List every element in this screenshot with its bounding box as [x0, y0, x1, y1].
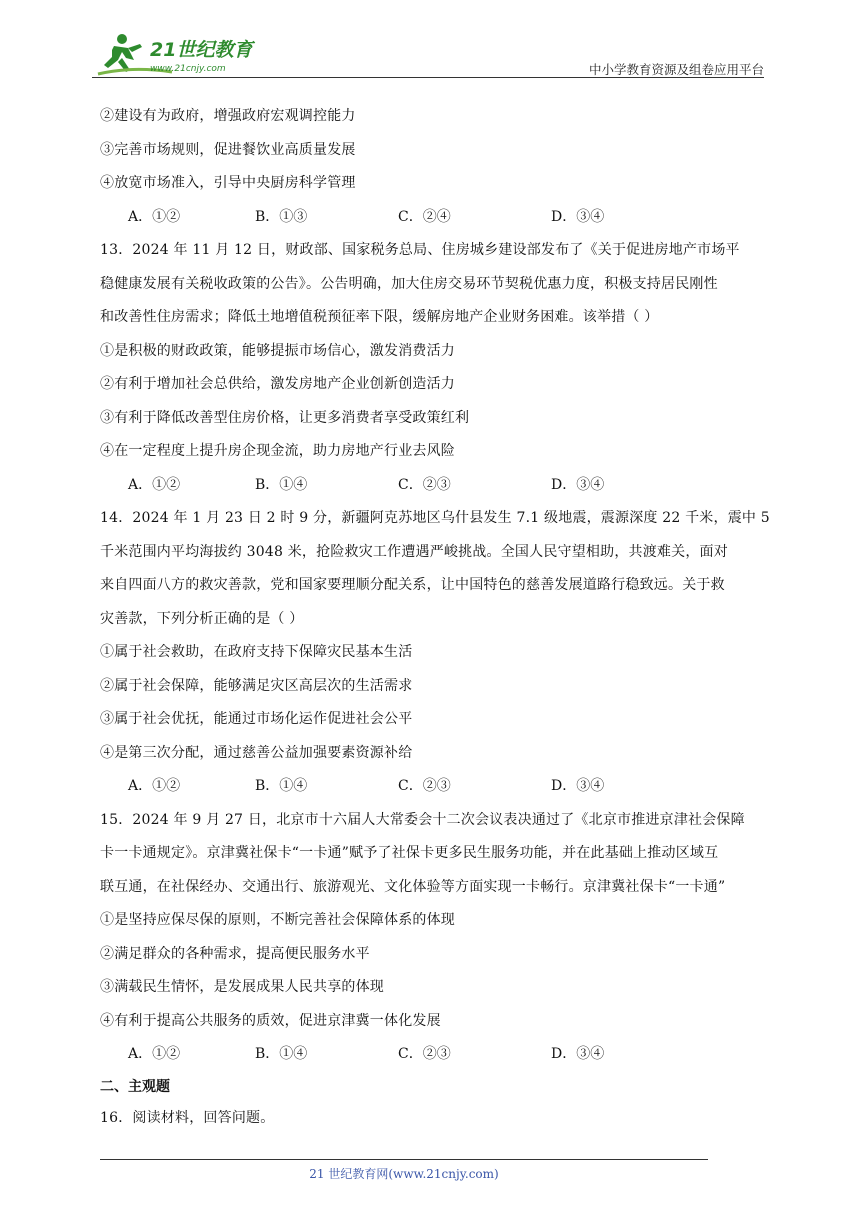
section-heading: 二、主观题: [100, 1078, 170, 1095]
q14-option-b: B．①④: [255, 778, 308, 794]
document-body: [100, 100, 768, 1135]
q13-item-2: ②有利于增加社会总供给，激发房地产企业创新创造活力: [100, 376, 455, 392]
q15-stem-line: 联互通，在社保经办、交通出行、旅游观光、文化体验等方面实现一卡畅行。京津冀社保卡“一卡通”: [100, 878, 726, 895]
q12-option-a: A．①②: [128, 208, 181, 225]
page-footer: 21 世纪教育网(www.21cnjy.com): [309, 1167, 499, 1181]
logo-21cnjy: [92, 30, 262, 78]
q15-item-1: ①是坚持应保尽保的原则，不断完善社会保障体系的体现: [100, 912, 455, 928]
q13-option-a: A．①②: [128, 476, 181, 493]
q15-item-2: ②满足群众的各种需求，提高便民服务水平: [100, 945, 370, 962]
q13-option-c: C．②③: [398, 476, 451, 493]
q15-option-b: B．①④: [255, 1046, 308, 1062]
q13-stem-line: 和改善性住房需求；降低土地增值税预征率下限，缓解房地产企业财务困难。该举措（ ）: [100, 309, 659, 325]
q15-option-c: C．②③: [398, 1046, 451, 1062]
q14-item-4: ④是第三次分配，通过慈善公益加强要素资源补给: [100, 744, 413, 761]
q15-options: [100, 1038, 768, 1072]
q15-option-d: D．③④: [551, 1046, 605, 1062]
q15-item-3: ③满载民生情怀，是发展成果人民共享的体现: [100, 979, 384, 995]
q14-option-a: A．①②: [128, 778, 181, 794]
q14-item-3: ③属于社会优抚，能通过市场化运作促进社会公平: [100, 711, 413, 727]
q16-stem: 16．阅读材料，回答问题。: [100, 1109, 275, 1126]
q14-option-c: C．②③: [398, 778, 451, 794]
q12-item-4: ④放宽市场准入，引导中央厨房科学管理: [100, 175, 356, 191]
q14-item-1: ①属于社会救助，在政府支持下保障灾民基本生活: [100, 644, 413, 660]
q12-option-c: C．②④: [398, 208, 451, 225]
page-header: [92, 30, 764, 80]
q12-item-3: ③完善市场规则，促进餐饮业高质量发展: [100, 141, 356, 158]
q12-options: [100, 201, 768, 235]
platform-name: 中小学教育资源及组卷应用平台: [588, 62, 764, 77]
header-divider: [92, 77, 764, 78]
q13-option-b: B．①④: [255, 476, 308, 493]
q15-stem-line: 卡一卡通规定》。京津冀社保卡“一卡通”赋予了社保卡更多民生服务功能，并在此基础上推动区域互: [100, 845, 719, 861]
q14-options: [100, 770, 768, 804]
q13-item-3: ③有利于降低改善型住房价格，让更多消费者享受政策红利: [100, 409, 470, 426]
q15-stem-line: 15．2024 年 9 月 27 日，北京市十六届人大常委会十二次会议表决通过了《北京市推进京津社会保障: [100, 811, 745, 828]
logo-text: 21世纪教育: [150, 39, 253, 61]
logo-url: www.21cnjy.com: [150, 64, 226, 74]
q13-item-4: ④在一定程度上提升房企现金流，助力房地产行业去风险: [100, 443, 455, 459]
q12-item-2: ②建设有为政府，增强政府宏观调控能力: [100, 108, 356, 124]
footer-divider: [100, 1159, 708, 1160]
q13-stem-line: 13．2024 年 11 月 12 日，财政部、国家税务总局、住房城乡建设部发布了《关于促进房地产市场平: [100, 242, 740, 258]
q14-stem-line: 来自四面八方的救灾善款，党和国家要理顺分配关系，让中国特色的慈善发展道路行稳致远。关于救: [100, 577, 725, 593]
q12-option-b: B．①③: [255, 208, 308, 225]
q14-stem-line: 14．2024 年 1 月 23 日 2 时 9 分，新疆阿克苏地区乌什县发生 7.1 级地震，震源深度 22 千米，震中 5: [100, 510, 770, 526]
q15-option-a: A．①②: [128, 1046, 181, 1062]
q12-option-d: D．③④: [551, 208, 605, 225]
q13-option-d: D．③④: [551, 476, 605, 493]
q13-options: [100, 469, 768, 503]
q14-stem-line: 灾善款，下列分析正确的是（ ）: [100, 610, 304, 627]
q14-option-d: D．③④: [551, 778, 605, 794]
q14-item-2: ②属于社会保障，能够满足灾区高层次的生活需求: [100, 677, 413, 694]
q13-stem-line: 稳健康发展有关税收政策的公告》。公告明确，加大住房交易环节契税优惠力度，积极支持居民刚性: [100, 275, 718, 292]
q13-item-1: ①是积极的财政政策，能够提振市场信心，激发消费活力: [100, 342, 455, 359]
q15-item-4: ④有利于提高公共服务的质效，促进京津冀一体化发展: [100, 1012, 441, 1029]
q14-stem-line: 千米范围内平均海拔约 3048 米，抢险救灾工作遭遇严峻挑战。全国人民守望相助，共渡难关，面对: [100, 543, 728, 560]
